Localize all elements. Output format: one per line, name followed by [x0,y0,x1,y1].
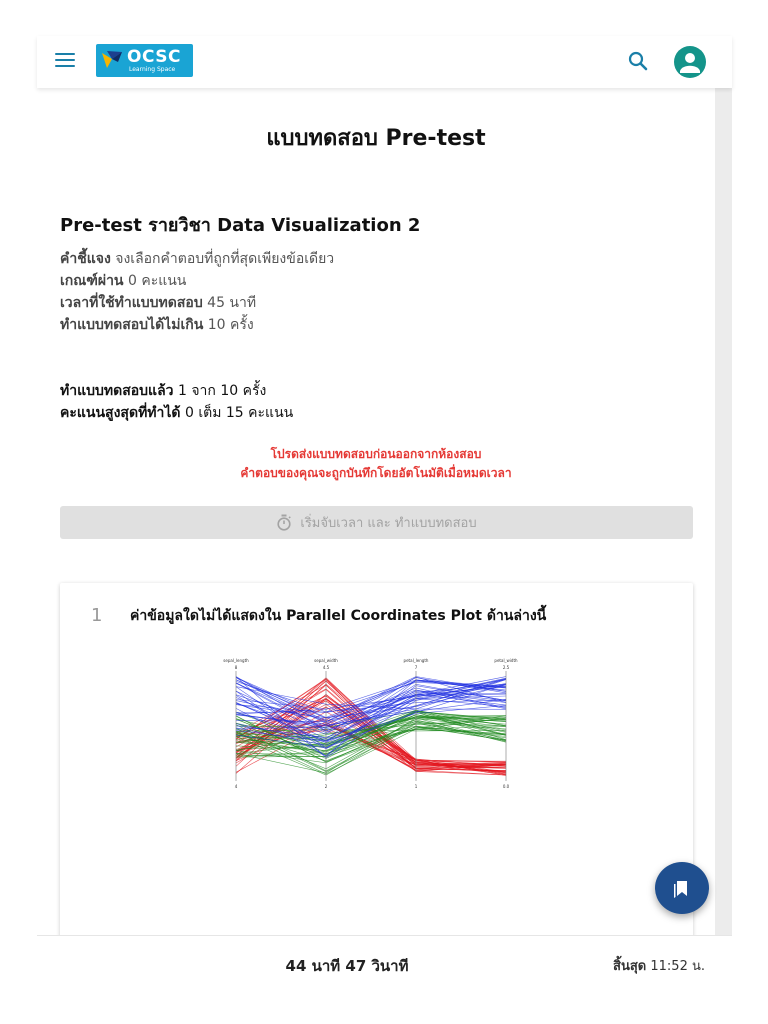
axis-bottom-tick: 0.0 [502,784,510,789]
detail-label: เวลาที่ใช้ทำแบบทดสอบ [60,295,203,311]
detail-value: 0 คะแนน [127,273,187,289]
bookmark-fab[interactable] [655,862,709,914]
axis-bottom-tick: 1 [414,784,418,789]
menu-icon[interactable] [55,53,75,69]
parallel-coordinates-chart [223,657,528,795]
page-title: แบบทดสอบ Pre-test [266,126,486,151]
end-time-value: 11:52 น. [650,959,705,974]
bookmarks-icon [671,877,693,899]
pass-criteria-row [60,270,186,292]
detail-value: 45 นาที [207,295,257,311]
axis-top-tick: 2.5 [502,665,510,670]
axis-bottom-tick: 2 [324,784,328,789]
question-card [60,583,693,963]
test-title: Pre-test รายวิชา Data Visualization 2 [60,215,421,236]
instruction-row [60,248,334,270]
warning-line-1: โปรดส่งแบบทดสอบก่อนออกจากห้องสอบ [270,447,482,461]
start-test-label: เริ่มจับเวลา และ ทำแบบทดสอบ [300,516,477,531]
detail-label: ทำแบบทดสอบได้ไม่เกิน [60,317,204,333]
logo-text: OCSC [127,47,181,67]
user-avatar-icon[interactable] [674,46,706,78]
question-number: 1 [91,605,103,626]
bottom-timer-bar [37,935,732,991]
best-score-row [60,402,293,424]
attempt-label: ทำแบบทดสอบแล้ว [60,383,174,399]
countdown-timer: 44 นาที 47 วินาที [285,957,409,975]
axis-label: petal_width [494,658,518,663]
search-icon[interactable] [627,50,649,72]
question-text: ค่าข้อมูลใดไม่ได้แสดงใน Parallel Coordinates Plot ด้านล่างนี้ [130,608,547,624]
detail-value: 10 ครั้ง [207,317,254,333]
attempts-done-row [60,380,266,402]
end-time-label: สิ้นสุด [613,959,647,974]
warning-line-2: คำตอบของคุณจะถูกบันทึกโดยอัตโนมัติเมื่อหมดเวลา [240,466,512,480]
max-attempts-row [60,314,254,336]
axis-top-tick: 7 [414,665,418,670]
attempt-value: 0 เต็ม 15 คะแนน [184,405,294,421]
timer-icon [276,514,292,531]
time-limit-row [60,292,256,314]
detail-label: คำชี้แจง [60,251,111,267]
axis-top-tick: 8 [234,665,238,670]
attempt-value: 1 จาก 10 ครั้ง [177,383,267,399]
start-test-button[interactable] [60,506,693,539]
logo-mark-icon [100,50,124,70]
main-content [37,88,715,935]
detail-value: จงเลือกคำตอบที่ถูกที่สุดเพียงข้อเดียว [115,251,335,267]
top-app-bar [37,36,732,88]
detail-label: เกณฑ์ผ่าน [60,273,124,289]
attempt-label: คะแนนสูงสุดที่ทำได้ [60,405,181,421]
axis-label: sepal_length [223,658,249,663]
axis-label: petal_length [403,658,429,663]
axis-label: sepal_width [314,658,338,663]
end-time [613,955,705,976]
scrollbar[interactable] [715,88,732,935]
ocsc-logo[interactable] [96,44,193,77]
axis-top-tick: 4.5 [322,665,330,670]
logo-subtext: Learning Space [129,66,176,73]
axis-bottom-tick: 4 [234,784,238,789]
